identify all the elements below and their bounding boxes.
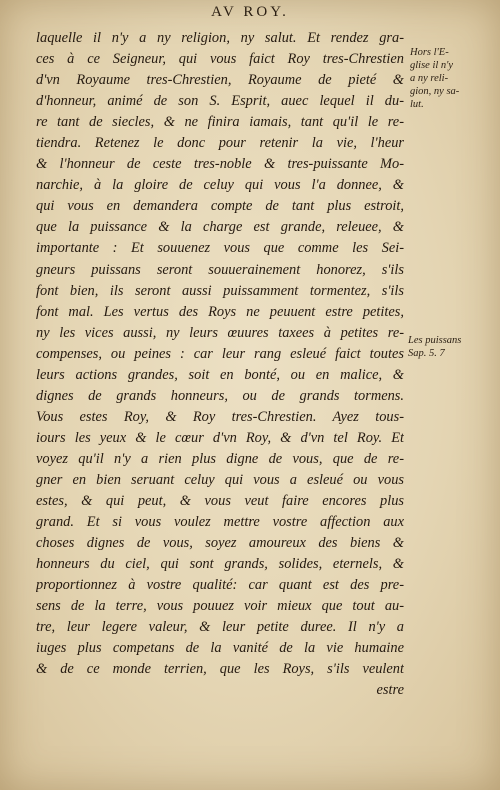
text-line: importante : Et souuenez vous que comme les Sei-	[36, 240, 404, 257]
text-line: honneurs du ciel, qui sont grands, solides, eternels, &	[36, 556, 404, 573]
text-line: gner en bien seruant celuy qui vous a esleué ou vous	[36, 471, 404, 488]
text-line: d'vn Royaume tres-Chrestien, Royaume de pieté &	[36, 72, 404, 89]
margin-note-line: glise il n'y	[410, 60, 454, 71]
margin-note-line: Hors l'E-	[410, 47, 449, 58]
text-line: gneurs puissans seront souuerainement honorez, s'ils	[36, 261, 404, 278]
margin-note-line: lut.	[410, 99, 424, 110]
text-line: & l'honneur de ceste tres-noble & tres-puissante Mo-	[36, 156, 404, 173]
text-line: compenses, ou peines : car leur rang esleué faict toutes	[36, 345, 404, 362]
text-line: iours les yeux & le cœur d'vn Roy, & d'vn tel Roy. Et	[36, 429, 404, 446]
margin-note-line: a ny reli-	[410, 73, 449, 84]
text-line: dignes de grands honneurs, ou de grands tormens.	[36, 387, 404, 404]
text-line: font bien, ils seront aussi puissamment tormentez, s'ils	[36, 282, 404, 299]
text-line: d'honneur, animé de son S. Esprit, auec lequel il du-	[36, 93, 404, 110]
text-line: tre, leur legere valeur, & leur petite duree. Il n'y a	[36, 619, 404, 636]
text-line: ces à ce Seigneur, qui vous faict Roy tres-Chrestien	[36, 51, 404, 68]
body-text	[36, 28, 404, 702]
catchword: estre	[376, 682, 404, 699]
margin-note-line: gion, ny sa-	[410, 86, 460, 97]
text-line: leurs actions grandes, soit en bonté, ou en malice, &	[36, 366, 404, 383]
text-line: laquelle il n'y a ny religion, ny salut. Et rendez gra-	[36, 30, 404, 46]
margin-note-sapience	[408, 334, 478, 360]
text-line: & de ce monde terrien, que les Roys, s'ils veulent	[36, 661, 404, 678]
text-line: grand. Et si vous voulez mettre vostre affection aux	[36, 514, 404, 531]
text-line: sens de la terre, vous pouuez voir mieux que tout au-	[36, 598, 404, 615]
margin-note-line: Les puissans	[408, 335, 462, 346]
text-line: que la puissance & la charge est grande, releuee, &	[36, 219, 404, 236]
margin-note-religion	[410, 46, 480, 111]
text-line: Vous estes Roy, & Roy tres-Chrestien. Ayez tous-	[36, 408, 404, 425]
margin-note-line: Sap. 5. 7	[408, 348, 445, 359]
text-line: proportionnez à vostre qualité: car quant est des pre-	[36, 577, 404, 594]
text-line: iuges plus competans de la vanité de la vie humaine	[36, 640, 404, 657]
text-line: estes, & qui peut, & vous veut faire encores plus	[36, 493, 404, 510]
text-line: tiendra. Retenez le donc pour retenir la vie, l'heur	[36, 135, 404, 152]
text-line: font mal. Les vertus des Roys ne peuuent estre petites,	[36, 303, 404, 320]
text-line: narchie, à la gloire de celuy qui vous l'a donnee, &	[36, 177, 404, 194]
text-line: choses dignes de vous, soyez amoureux des biens &	[36, 535, 404, 552]
text-line: re tant de siecles, & ne finira iamais, tant qu'il le re-	[36, 114, 404, 131]
running-title: AV ROY.	[211, 4, 289, 20]
text-line: voyez qu'il n'y a rien plus digne de vous, que de re-	[36, 450, 404, 467]
text-line: qui vous en demandera compte de tant plus estroit,	[36, 198, 404, 215]
text-line: ny les vices aussi, ny leurs œuures taxees à petites re-	[36, 324, 404, 341]
